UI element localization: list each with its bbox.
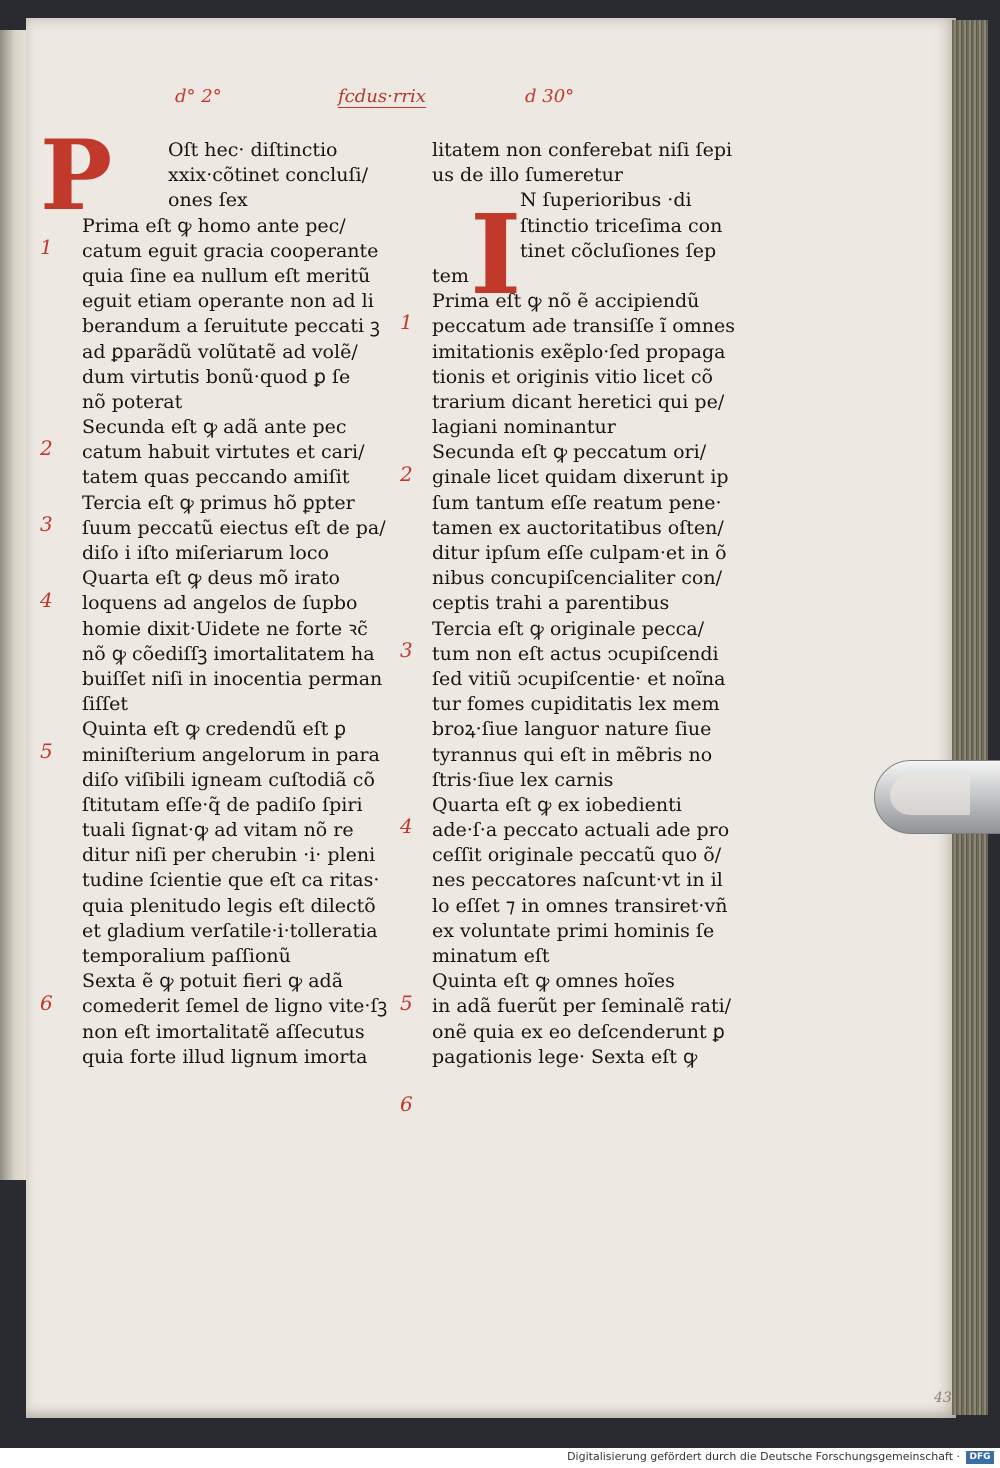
margin-section-number: 2 (400, 461, 413, 486)
left-text-column (82, 138, 388, 1070)
digitization-footer (0, 1448, 1000, 1468)
page-clip-opening (890, 775, 970, 815)
text-line: eguit etiam operante non ad li (82, 290, 374, 313)
text-line: diſo i iſto miſeriarum loco (82, 542, 329, 564)
text-line: Secunda eſt ꝙ adã ante pec (82, 416, 347, 439)
text-line: tuali ſignat·ꝙ ad vitam nõ re (82, 819, 354, 842)
text-line: onẽ quia ex eo deſcenderunt ꝑ (432, 1020, 725, 1043)
margin-section-number: 4 (400, 814, 413, 839)
text-line: litatem non conferebat niſi ſepi (432, 139, 733, 161)
text-line: tamen ex auctoritatibus oſten/ (432, 516, 724, 539)
text-line: ceſſit originale peccatũ quo õ/ (432, 844, 722, 867)
text-line: temporalium paſſionũ (82, 945, 291, 967)
margin-section-number: 6 (400, 1091, 413, 1116)
text-line: nibus concupiſcencialiter con/ (432, 567, 723, 590)
page-stack-edge (952, 20, 988, 1415)
text-line: Secunda eſt ꝙ peccatum ori/ (432, 441, 707, 464)
text-line: tudine ſcientie que eſt ca ritas· (82, 869, 380, 892)
header-left-note: d° 2° (175, 86, 222, 107)
text-line: homie dixit·Uidete ne forte ꝛc̃ (82, 617, 368, 640)
text-line: tionis et originis vitio licet cõ (432, 365, 713, 388)
text-line: lagiani nominantur (432, 416, 616, 439)
margin-section-number: 6 (40, 990, 53, 1015)
text-line: ſed vitiũ ↄcupiſcentie· et noĩna (432, 667, 726, 690)
text-line: ade·ſ·a peccato actuali ade pro (432, 819, 730, 842)
margin-section-number: 5 (400, 990, 413, 1015)
margin-section-number: 1 (40, 234, 53, 259)
text-line: ſtris·ſiue lex carnis (432, 768, 614, 791)
text-line: ditur niſi per cherubin ·i· pleni (82, 844, 376, 867)
text-line: miniſterium angelorum in para (82, 743, 380, 766)
text-line: pagationis lege· Sexta eſt ꝙ (432, 1045, 698, 1068)
text-line: diſo viſibili igneam cuſtodiã cõ (82, 768, 375, 791)
text-line: Tercia eſt ꝙ originale pecca/ (432, 617, 705, 640)
text-line: tur fomes cupiditatis lex mem (432, 693, 720, 716)
text-line: Prima eſt ꝙ nõ ẽ accipiendũ (432, 290, 700, 313)
text-line: tyrannus qui eſt in mẽbris no (432, 743, 713, 766)
header-right-note: d 30° (525, 86, 575, 107)
running-head: fcdus·rrix (338, 86, 426, 107)
text-line: non eſt imortalitatẽ aſſecutus (82, 1020, 365, 1043)
text-line: Sexta ẽ ꝙ potuit fieri ꝙ adã (82, 970, 344, 993)
text-line: Tercia eſt ꝙ primus hõ ꝑpter (82, 491, 355, 514)
text-line: quia plenitudo legis eſt dilectõ (82, 894, 376, 917)
page-number-note: 43 (934, 1390, 952, 1406)
text-line: dum virtutis bonũ·quod ꝑ ſe (82, 365, 351, 388)
text-line: tinet cõcluſiones ſep (520, 239, 717, 262)
text-line: nõ ꝙ cõediſſꝫ imortalitatem ha (82, 642, 375, 665)
text-line: Quarta eſt ꝙ deus mõ irato (82, 567, 340, 590)
text-line: minatum eſt (432, 945, 550, 967)
text-line: ditur ipſum eſſe culpam·et in õ (432, 542, 727, 564)
text-line: xxix·cõtinet concluſi/ (168, 164, 368, 187)
text-line: Oſt hec· diſtinctio (168, 139, 338, 161)
text-line: tem (432, 264, 469, 287)
text-line: buiſſet niſi in inocentia perman (82, 667, 383, 690)
margin-section-number: 3 (40, 512, 53, 536)
text-line: berandum a ſeruitute peccati ꝫ (82, 315, 380, 338)
right-text-column (432, 138, 735, 1070)
text-line: ceptis trahi a parentibus (432, 592, 670, 615)
text-line: peccatum ade transiſſe ĩ omnes (432, 315, 735, 338)
initial-P: P (40, 119, 113, 232)
dfg-logo: DFG (966, 1451, 994, 1464)
text-line: lo eſſet ⁊ in omnes transiret·vñ (432, 894, 728, 917)
text-line: broꝝ·ſiue languor nature ſiue (432, 718, 712, 741)
text-line: comederit ſemel de ligno vite·ſꝫ (82, 995, 388, 1018)
text-line: tatem quas peccando amiſit (82, 466, 350, 489)
margin-section-number: 1 (400, 310, 413, 335)
margin-section-number: 2 (40, 436, 53, 461)
text-line: ones ſex (168, 189, 248, 212)
text-line: nes peccatores naſcunt·vt in il (432, 869, 723, 892)
margin-section-number: 3 (400, 638, 413, 662)
text-line: tum non eſt actus ↄcupiſcendi (432, 642, 719, 665)
text-line: ginale licet quidam dixerunt ip (432, 466, 729, 489)
text-line: trarium dicant heretici qui pe/ (432, 390, 725, 413)
text-line: ſtitutam eſſe·q̃ de padiſo ſpiri (82, 793, 363, 816)
text-line: Quinta eſt ꝙ credendũ eſt ꝑ (82, 718, 347, 741)
text-line: imitationis exẽplo·ſed propaga (432, 340, 726, 363)
text-line: ſuum peccatũ eiectus eſt de pa/ (82, 516, 386, 539)
margin-section-number: 4 (40, 587, 53, 612)
text-line: catum eguit gracia cooperante (82, 239, 379, 262)
text-line: nõ poterat (82, 390, 183, 413)
text-line: in adã fuerũt per ſeminalẽ rati/ (432, 995, 732, 1018)
text-line: catum habuit virtutes et cari/ (82, 441, 365, 464)
text-line: ſiſſet (82, 693, 129, 716)
text-line: ad ꝑparãdũ volũtatẽ ad volẽ/ (82, 340, 358, 363)
text-line: quia forte illud lignum imorta (82, 1045, 368, 1068)
text-line: loquens ad angelos de ſupbo (82, 592, 358, 615)
initial-I: I (470, 190, 522, 319)
text-line: Quinta eſt ꝙ omnes hoĩes (432, 970, 675, 993)
text-line: Quarta eſt ꝙ ex iobedienti (432, 793, 682, 816)
text-line: quia ſine ea nullum eſt meritũ (82, 264, 371, 287)
margin-section-number: 5 (40, 738, 53, 763)
text-line: Prima eſt ꝙ homo ante pec/ (82, 214, 346, 237)
text-line: N ſuperioribus ·di (520, 189, 692, 212)
text-line: ſtinctio triceſima con (520, 214, 723, 237)
text-line: ſum tantum eſſe reatum pene· (432, 491, 722, 514)
text-line: ex voluntate primi hominis ſe (432, 919, 715, 942)
text-line: us de illo ſumeretur (432, 164, 623, 187)
footer-credit: Digitalisierung gefördert durch die Deutsche Forschungsgemeinschaft · (567, 1450, 960, 1463)
text-line: et gladium verſatile·i·tolleratia (82, 919, 378, 942)
